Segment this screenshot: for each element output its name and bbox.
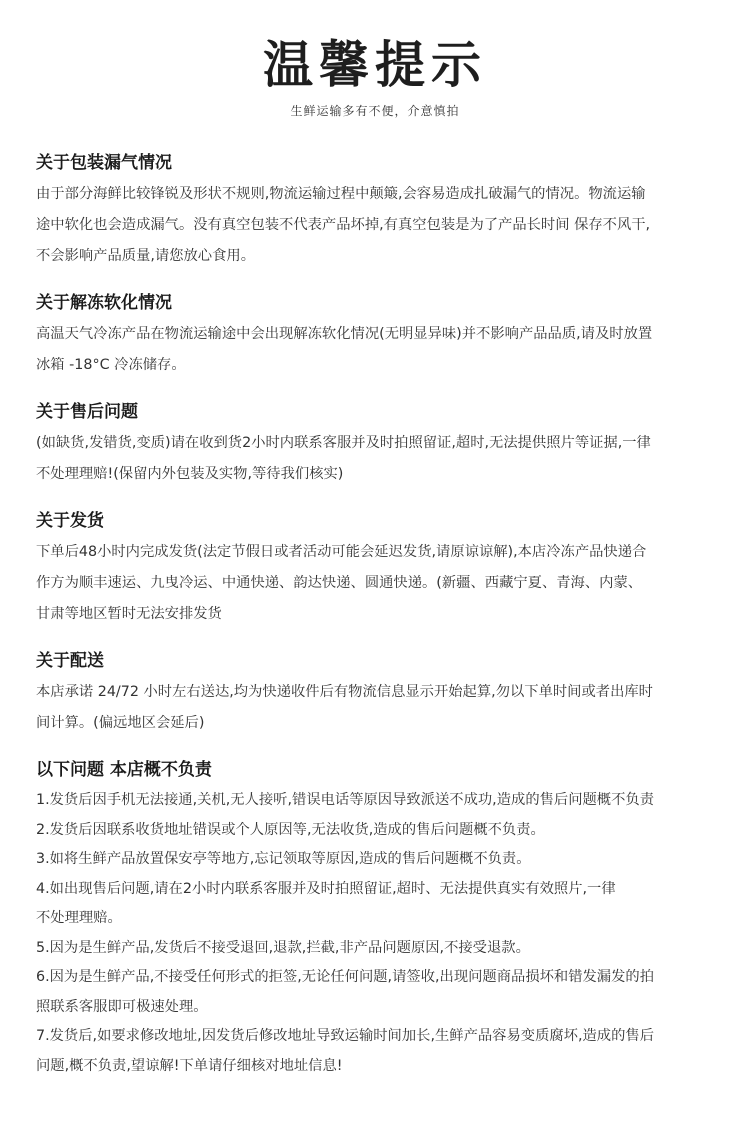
disclaimer-item: 3.如将生鲜产品放置保安亭等地方,忘记领取等原因,造成的售后问题概不负责。 bbox=[36, 851, 531, 867]
disclaimer-item: 照联系客服即可极速处理。 bbox=[36, 998, 208, 1015]
disclaimer-item: 4.如出现售后问题,请在2小时内联系客服并及时拍照留证,超时、无法提供真实有效照片,一律 bbox=[36, 880, 616, 897]
disclaimer-item: 问题,概不负责,望谅解!下单请仔细核对地址信息! bbox=[36, 1057, 343, 1074]
section-body bbox=[36, 428, 720, 490]
notice-content bbox=[36, 150, 720, 1099]
section-title: 关于售后问题 bbox=[36, 402, 138, 422]
section-body bbox=[36, 179, 720, 272]
section-line: 间计算。(偏远地区会延后) bbox=[36, 715, 205, 731]
section-packaging-leak bbox=[36, 150, 720, 272]
disclaimer-item: 5.因为是生鲜产品,发货后不接受退回,退款,拦截,非产品问题原因,不接受退款。 bbox=[36, 939, 530, 956]
section-line: 不处理理赔!(保留内外包装及实物,等待我们核实) bbox=[36, 466, 344, 482]
section-body bbox=[36, 677, 720, 739]
section-title: 关于解冻软化情况 bbox=[36, 293, 172, 313]
section-body bbox=[36, 786, 720, 1081]
section-body bbox=[36, 319, 720, 381]
section-body bbox=[36, 537, 720, 630]
disclaimer-item: 不处理理赔。 bbox=[36, 910, 122, 926]
disclaimer-item: 6.因为是生鲜产品,不接受任何形式的拒签,无论任何问题,请签收,出现问题商品损坏和错发漏发的拍 bbox=[36, 969, 654, 985]
section-title: 关于包装漏气情况 bbox=[36, 153, 172, 173]
section-line: 途中软化也会造成漏气。没有真空包装不代表产品坏掉,有真空包装是为了产品长时间 保存不风干, bbox=[36, 217, 651, 233]
disclaimer-item: 7.发货后,如要求修改地址,因发货后修改地址导致运输时间加长,生鲜产品容易变质腐坏,造成的售后 bbox=[36, 1028, 654, 1044]
section-line: 由于部分海鲜比较锋锐及形状不规则,物流运输过程中颠簸,会容易造成扎破漏气的情况。物流运输 bbox=[36, 186, 646, 202]
section-line: 高温天气冷冻产品在物流运输途中会出现解冻软化情况(无明显异味)并不影响产品品质,请及时放置 bbox=[36, 326, 653, 342]
section-disclaimer bbox=[36, 757, 720, 1081]
disclaimer-item: 1.发货后因手机无法接通,关机,无人接听,错误电话等原因导致派送不成功,造成的售后问题概不负责 bbox=[36, 792, 654, 808]
page-header bbox=[0, 0, 750, 119]
section-line: 下单后48小时内完成发货(法定节假日或者活动可能会延迟发货,请原谅谅解),本店冷冻产品快递合 bbox=[36, 544, 647, 560]
section-title: 关于发货 bbox=[36, 511, 104, 531]
section-line: 本店承诺 24/72 小时左右送达,均为快递收件后有物流信息显示开始起算,勿以下单时间或者出库时 bbox=[36, 684, 653, 700]
section-line: 甘肃等地区暂时无法安排发货 bbox=[36, 606, 222, 622]
section-thawing bbox=[36, 290, 720, 381]
section-after-sales bbox=[36, 399, 720, 490]
section-line: 作方为顺丰速运、九曳冷运、中通快递、韵达快递、圆通快递。(新疆、西藏宁夏、青海、内蒙、 bbox=[36, 575, 643, 591]
section-title: 关于配送 bbox=[36, 651, 104, 671]
section-line: 不会影响产品质量,请您放心食用。 bbox=[36, 248, 255, 264]
page-title: 温馨提示 bbox=[263, 36, 487, 94]
section-line: 冰箱 -18°C 冷冻储存。 bbox=[36, 357, 186, 373]
disclaimer-item: 2.发货后因联系收货地址错误或个人原因等,无法收货,造成的售后问题概不负责。 bbox=[36, 821, 545, 838]
section-line: (如缺货,发错货,变质)请在收到货2小时内联系客服并及时拍照留证,超时,无法提供照片等证据,一律 bbox=[36, 435, 651, 451]
section-title: 以下问题 本店概不负责 bbox=[36, 760, 212, 780]
section-delivery bbox=[36, 648, 720, 739]
section-shipping bbox=[36, 508, 720, 630]
page-subtitle: 生鲜运输多有不便，介意慎拍 bbox=[290, 104, 460, 118]
